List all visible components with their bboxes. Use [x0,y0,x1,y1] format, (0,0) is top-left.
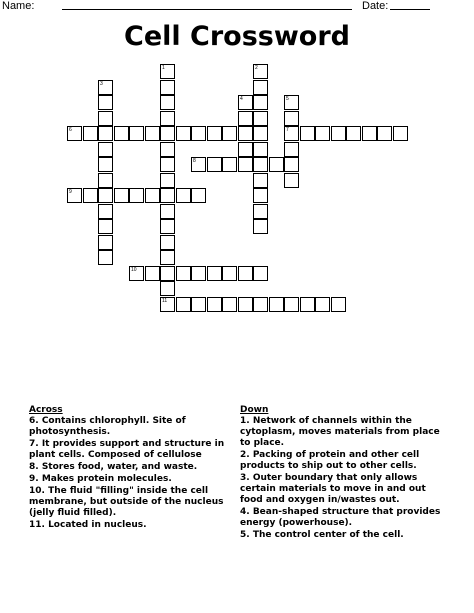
crossword-cell[interactable] [222,297,237,312]
across-clue: 8. Stores food, water, and waste. [29,462,198,472]
crossword-cell[interactable] [160,111,175,126]
crossword-cell[interactable] [253,188,268,203]
crossword-cell[interactable] [160,142,175,157]
crossword-cell[interactable] [207,297,222,312]
crossword-cell[interactable] [269,297,284,312]
down-clue: 1. Network of channels within the cytoplasm, moves materials from place to place. [240,416,440,448]
crossword-cell[interactable] [253,142,268,157]
clue-number: 3 [100,81,103,87]
crossword-cell[interactable] [160,219,175,234]
crossword-cell[interactable] [238,297,253,312]
crossword-cell[interactable] [238,266,253,281]
crossword-cell[interactable] [160,64,175,79]
crossword-cell[interactable] [207,126,222,141]
crossword-cell[interactable] [83,188,98,203]
clue-number: 4 [240,96,243,102]
crossword-cell[interactable] [160,173,175,188]
crossword-cell[interactable] [315,297,330,312]
across-heading: Across [29,405,63,415]
clue-number: 7 [286,127,289,133]
crossword-cell[interactable] [176,297,191,312]
crossword-cell[interactable] [160,250,175,265]
crossword-cell[interactable] [300,126,315,141]
down-clue: 3. Outer boundary that only allows certain materials to move in and out food and oxygen in/wastes out. [240,473,426,505]
crossword-cell[interactable] [98,173,113,188]
crossword-cell[interactable] [114,126,129,141]
crossword-cell[interactable] [83,126,98,141]
crossword-cell[interactable] [98,95,113,110]
clue-number: 6 [69,127,72,133]
crossword-cell[interactable] [238,95,253,110]
crossword-cell[interactable] [253,173,268,188]
crossword-cell[interactable] [145,266,160,281]
crossword-cell[interactable] [315,126,330,141]
crossword-cell[interactable] [98,142,113,157]
crossword-cell[interactable] [253,204,268,219]
crossword-cell[interactable] [238,157,253,172]
crossword-cell[interactable] [114,188,129,203]
crossword-cell[interactable] [253,297,268,312]
crossword-cell[interactable] [253,266,268,281]
crossword-cell[interactable] [98,188,113,203]
crossword-cell[interactable] [160,157,175,172]
crossword-cell[interactable] [191,297,206,312]
across-clues [29,405,234,532]
crossword-cell[interactable] [176,266,191,281]
crossword-cell[interactable] [98,204,113,219]
crossword-cell[interactable] [253,80,268,95]
down-clue: 4. Bean-shaped structure that provides energy (powerhouse). [240,507,441,528]
crossword-cell[interactable] [98,235,113,250]
clue-number: 10 [131,267,137,273]
crossword-cell[interactable] [393,126,408,141]
clue-number: 2 [255,65,258,71]
crossword-cell[interactable] [300,297,315,312]
crossword-cell[interactable] [98,219,113,234]
crossword-cell[interactable] [253,126,268,141]
across-clue: 11. Located in nucleus. [29,520,147,530]
name-label: Name: [2,0,35,12]
crossword-cell[interactable] [191,188,206,203]
crossword-cell[interactable] [191,126,206,141]
crossword-cell[interactable] [160,80,175,95]
crossword-cell[interactable] [67,188,82,203]
crossword-cell[interactable] [284,95,299,110]
crossword-cell[interactable] [129,188,144,203]
clue-number: 11 [162,298,168,304]
crossword-cell[interactable] [176,126,191,141]
crossword-cell[interactable] [284,157,299,172]
clue-number: 9 [69,189,72,195]
crossword-cell[interactable] [362,126,377,141]
crossword-cell[interactable] [207,266,222,281]
crossword-cell[interactable] [269,157,284,172]
crossword-cell[interactable] [129,126,144,141]
down-clues [240,405,445,542]
crossword-cell[interactable] [331,126,346,141]
crossword-cell[interactable] [191,266,206,281]
crossword-cell[interactable] [253,111,268,126]
crossword-cell[interactable] [129,266,144,281]
crossword-cell[interactable] [145,126,160,141]
crossword-cell[interactable] [98,111,113,126]
crossword-cell[interactable] [160,204,175,219]
crossword-cell[interactable] [222,266,237,281]
crossword-cell[interactable] [160,297,175,312]
crossword-cell[interactable] [331,297,346,312]
crossword-cell[interactable] [253,219,268,234]
crossword-cell[interactable] [253,64,268,79]
page-title: Cell Crossword [124,21,350,52]
crossword-cell[interactable] [160,95,175,110]
crossword-cell[interactable] [160,266,175,281]
crossword-cell[interactable] [222,126,237,141]
crossword-cell[interactable] [67,126,82,141]
crossword-cell[interactable] [377,126,392,141]
crossword-cell[interactable] [238,142,253,157]
crossword-cell[interactable] [176,188,191,203]
crossword-cell[interactable] [207,157,222,172]
down-heading: Down [240,405,269,415]
crossword-cell[interactable] [253,95,268,110]
across-clue: 6. Contains chlorophyll. Site of photosynthesis. [29,416,186,437]
crossword-cell[interactable] [284,173,299,188]
crossword-cell[interactable] [284,142,299,157]
crossword-cell[interactable] [160,235,175,250]
crossword-cell[interactable] [98,126,113,141]
crossword-cell[interactable] [160,188,175,203]
crossword-cell[interactable] [346,126,361,141]
down-clue: 2. Packing of protein and other cell products to ship out to other cells. [240,450,420,471]
down-clue: 5. The control center of the cell. [240,530,404,540]
crossword-cell[interactable] [284,126,299,141]
crossword-cell[interactable] [191,157,206,172]
crossword-cell[interactable] [253,157,268,172]
across-clue: 10. The fluid "filling" inside the cell membrane, but outside of the nucleus (jelly fluid filled). [29,486,224,518]
crossword-cell[interactable] [222,157,237,172]
crossword-cell[interactable] [98,157,113,172]
clue-number: 1 [162,65,165,71]
crossword-cell[interactable] [145,188,160,203]
crossword-cell[interactable] [160,126,175,141]
crossword-cell[interactable] [284,297,299,312]
crossword-cell[interactable] [98,250,113,265]
crossword-cell[interactable] [98,80,113,95]
crossword-cell[interactable] [284,111,299,126]
crossword-cell[interactable] [238,111,253,126]
date-label: Date: [362,0,389,12]
crossword-cell[interactable] [238,126,253,141]
clue-number: 5 [286,96,289,102]
across-clue: 7. It provides support and structure in plant cells. Composed of cellulose [29,439,225,460]
crossword-cell[interactable] [160,281,175,296]
clue-number: 8 [193,158,196,164]
across-clue: 9. Makes protein molecules. [29,474,172,484]
